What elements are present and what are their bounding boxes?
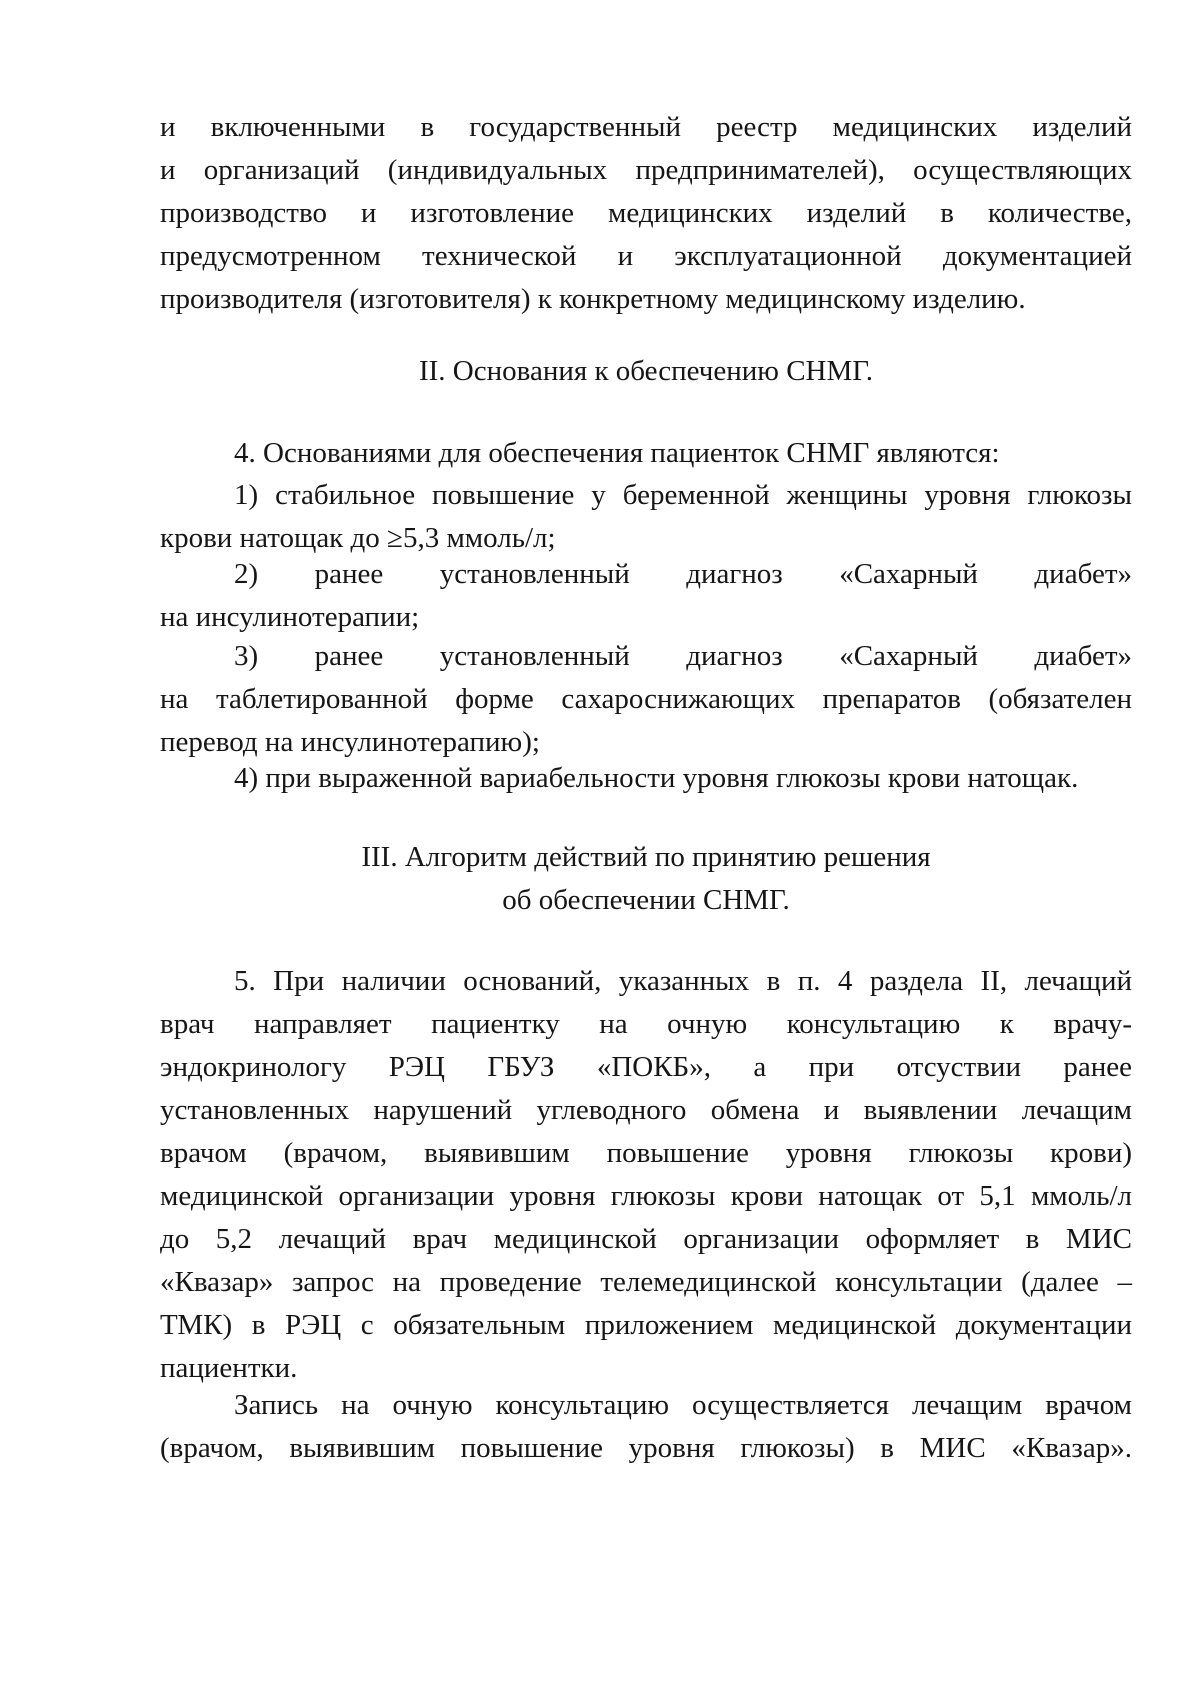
list-item-3-line-2: на таблетированной форме сахароснижающих препаратов (обязателен [160, 683, 1132, 715]
section-3-heading-line-1: III. Алгоритм действий по принятию решения [361, 841, 931, 873]
paragraph-line: и включенными в государственный реестр медицинских изделий [160, 111, 1132, 143]
list-item-1-line-2: крови натощак до ≥5,3 ммоль/л; [160, 522, 556, 554]
paragraph-line: врач направляет пациентку на очную консультацию к врачу- [160, 1008, 1132, 1040]
paragraph-line: установленных нарушений углеводного обмена и выявлении лечащим [160, 1094, 1132, 1126]
section-2-heading: II. Основания к обеспечению СНМГ. [418, 355, 874, 387]
paragraph-line: Запись на очную консультацию осуществляется лечащим врачом [234, 1389, 1132, 1421]
list-item-3 [160, 635, 1132, 764]
paragraph-line: медицинской организации уровня глюкозы крови натощак от 5,1 ммоль/л [160, 1180, 1132, 1212]
item-4-lead: 4. Основаниями для обеспечения пациенток СНМГ являются: [234, 437, 1000, 469]
section-2-body [160, 432, 1132, 475]
section-3-heading [160, 836, 1132, 922]
paragraph-line: эндокринологу РЭЦ ГБУЗ «ПОКБ», а при отсуствии ранее [160, 1051, 1132, 1083]
list-item-1 [160, 474, 1132, 560]
paragraph-line: врачом (врачом, выявившим повышение уровня глюкозы крови) [160, 1137, 1132, 1169]
paragraph-line: и организаций (индивидуальных предпринимателей), осуществляющих [160, 154, 1132, 186]
list-item-4-line: 4) при выраженной вариабельности уровня глюкозы крови натощак. [234, 762, 1079, 794]
paragraph-5 [160, 960, 1132, 1390]
intro-paragraph [160, 106, 1132, 321]
paragraph-line: производство и изготовление медицинских изделий в количестве, [160, 197, 1132, 229]
list-item-3-line-3: перевод на инсулинотерапию); [160, 726, 540, 758]
paragraph-line: до 5,2 лечащий врач медицинской организации оформляет в МИС [160, 1223, 1132, 1255]
paragraph-line: пациентки. [160, 1352, 298, 1384]
paragraph-line: «Квазар» запрос на проведение телемедицинской консультации (далее – [160, 1266, 1132, 1298]
paragraph-line: производителя (изготовителя) к конкретному медицинскому изделию. [160, 283, 1026, 315]
paragraph-record [160, 1384, 1132, 1470]
list-item-2-line-1: 2) ранее установленный диагноз «Сахарный диабет» [234, 558, 1132, 590]
list-item-4 [160, 757, 1132, 800]
paragraph-line: предусмотренном технической и эксплуатационной документацией [160, 240, 1132, 272]
section-3-heading-line-2: об обеспечении СНМГ. [502, 884, 790, 916]
paragraph-line: 5. При наличии оснований, указанных в п. 4 раздела II, лечащий [234, 965, 1132, 997]
paragraph-line: (врачом, выявившим повышение уровня глюкозы) в МИС «Квазар». [160, 1432, 1132, 1464]
list-item-1-line-1: 1) стабильное повышение у беременной женщины уровня глюкозы [234, 479, 1132, 511]
list-item-2-line-2: на инсулинотерапии; [160, 601, 420, 633]
list-item-2 [160, 553, 1132, 639]
paragraph-line: ТМК) в РЭЦ с обязательным приложением медицинской документации [160, 1309, 1132, 1341]
list-item-3-line-1: 3) ранее установленный диагноз «Сахарный диабет» [234, 640, 1132, 672]
